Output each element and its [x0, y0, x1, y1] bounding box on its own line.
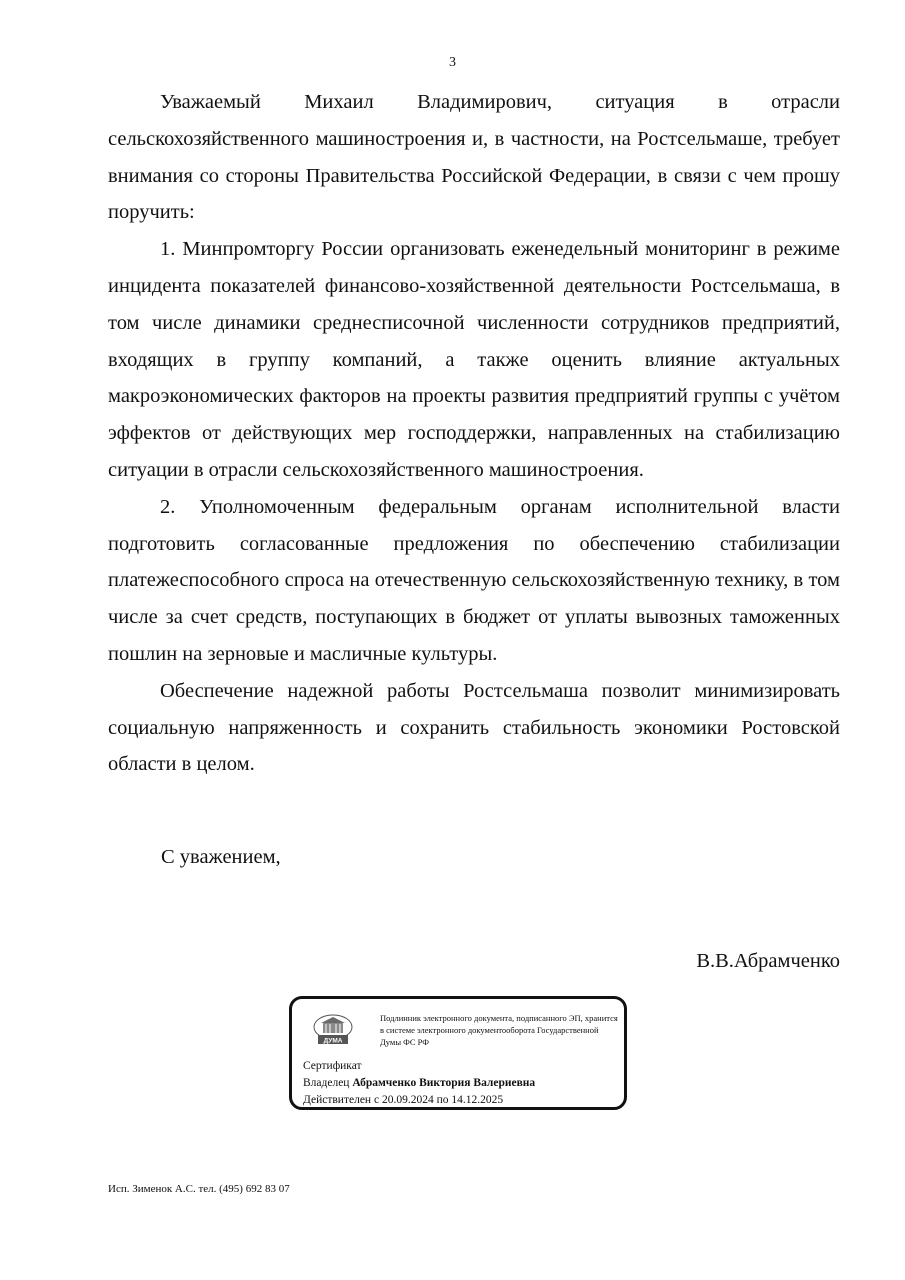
paragraph-item-1: 1. Минпромторгу России организовать еженедельный мониторинг в режиме инцидента показателей финансово-хозяйственной деятельности Ростсельмаша, в том числе динамики среднесписочной численности сотрудников предприятий, входящих в группу компаний, а также оценить влияние актуальных макроэкономических факторов на проекты развития предприятий группы с учётом эффектов от действующих мер господдержки, направленных на стабилизацию ситуации в отрасли сельскохозяйственного машиностроения.	[108, 238, 840, 481]
paragraph-item-2: 2. Уполномоченным федеральным органам исполнительной власти подготовить согласованные предложения по обеспечению стабилизации платежеспособного спроса на отечественную сельскохозяйственную технику, в том числе за счет средств, поступающих в бюджет от уплаты вывозных таможенных пошлин на зерновые и масличные культуры.	[108, 495, 840, 665]
owner-name: Абрамченко Виктория Валериевна	[352, 1077, 536, 1089]
letter-body	[108, 84, 840, 783]
signatory-name: В.В.Абрамченко	[696, 950, 840, 972]
emblem-label: ДУМА	[323, 1037, 343, 1045]
valid-to: 14.12.2025	[451, 1094, 504, 1106]
certificate-validity	[303, 1093, 503, 1107]
state-duma-emblem-icon	[312, 1014, 354, 1048]
paragraph-conclusion: Обеспечение надежной работы Ростсельмаша позволит минимизировать социальную напряженность и сохранить стабильность экономики Ростовской области в целом.	[108, 679, 840, 776]
closing-salutation: С уважением,	[161, 846, 281, 868]
valid-from: 20.09.2024	[381, 1094, 434, 1106]
certificate-owner	[303, 1076, 535, 1090]
valid-to-label: по	[436, 1094, 449, 1106]
paragraph-intro: Уважаемый Михаил Владимирович, ситуация в отрасли сельскохозяйственного машиностроения и, в частности, на Ростсельмаше, требует внимания со стороны Правительства Российской Федерации, в связи с чем прошу поручить:	[108, 91, 840, 224]
certificate-label: Сертификат	[303, 1060, 362, 1072]
owner-label: Владелец	[303, 1077, 350, 1089]
electronic-signature-stamp	[289, 996, 627, 1110]
valid-label: Действителен с	[303, 1094, 380, 1106]
page-number: 3	[449, 55, 456, 70]
stamp-note: Подлинник электронного документа, подписанного ЭП, хранится в системе электронного документооборота Государственной Думы ФС РФ	[380, 1013, 618, 1047]
executor-contact: Исп. Зименок А.С. тел. (495) 692 83 07	[108, 1183, 290, 1195]
